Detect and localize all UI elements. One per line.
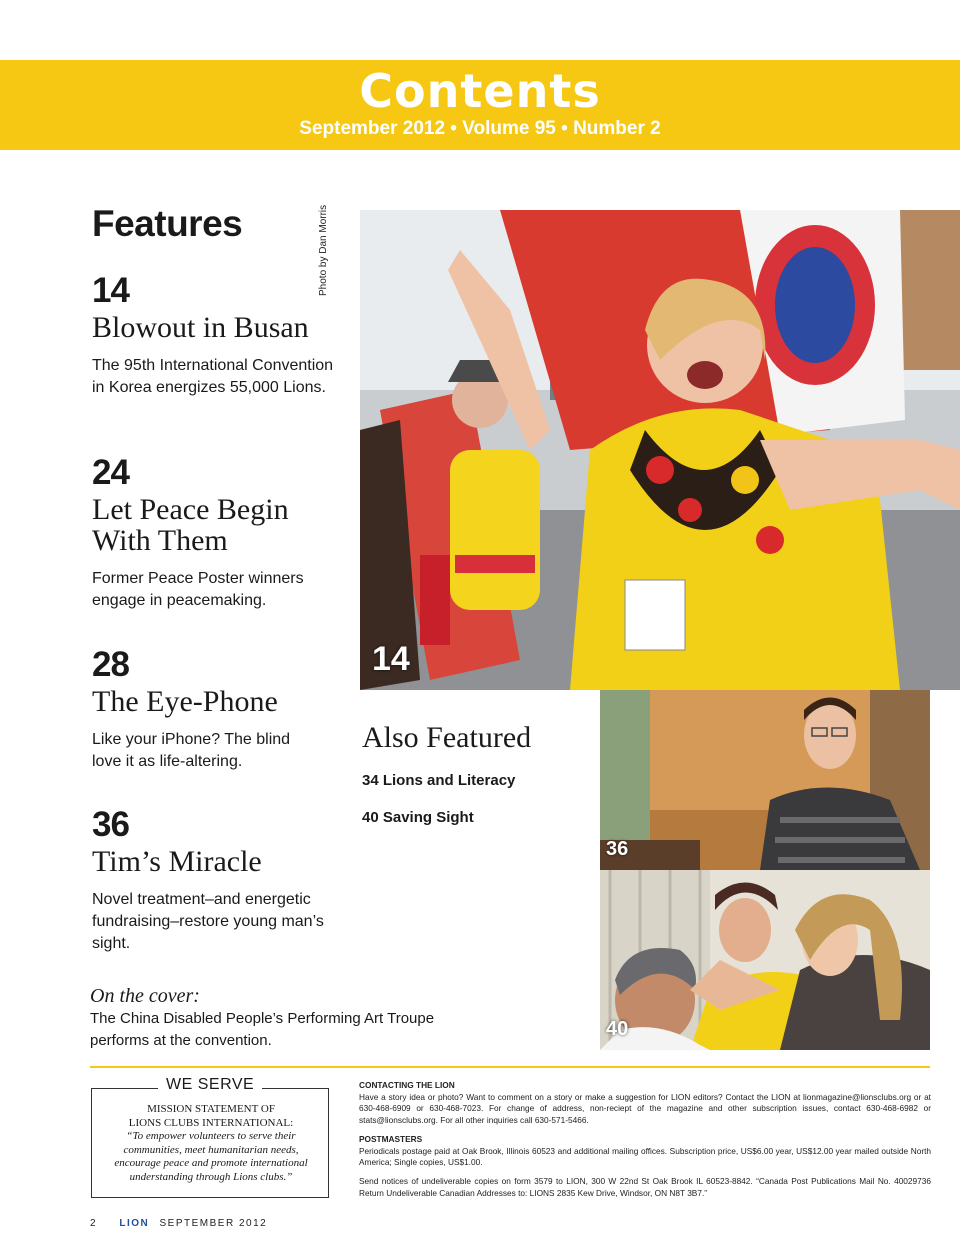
photo-page-number: 14	[372, 640, 410, 678]
tim-photo	[600, 690, 930, 870]
also-featured-heading: Also Featured	[362, 721, 532, 754]
feature-page-number: 36	[92, 805, 129, 844]
feature-item[interactable]	[92, 272, 342, 399]
convention-photo-illustration	[360, 210, 960, 690]
postmasters-heading: POSTMASTERS	[359, 1133, 423, 1144]
mission-statement	[100, 1103, 322, 1184]
cover-text: The China Disabled People’s Performing Art Troupe performs at the convention.	[90, 1010, 435, 1049]
contact-heading: CONTACTING THE LION	[359, 1080, 455, 1090]
convention-photo	[360, 210, 960, 690]
saving-sight-photo-illustration	[600, 870, 930, 1050]
feature-description: The 95th International Convention in Korea energizes 55,000 Lions.	[92, 357, 334, 396]
issue-date: SEPTEMBER 2012	[159, 1218, 268, 1229]
feature-title: Let Peace Begin With Them	[92, 493, 289, 557]
cover-caption	[90, 985, 470, 1052]
feature-title: Blowout in Busan	[92, 311, 309, 344]
feature-item[interactable]	[92, 454, 342, 612]
feature-item[interactable]	[92, 646, 342, 773]
contact-text: Have a story idea or photo? Want to comment on a story or make a suggestion for LION editors? Contact the LION at lionmagazine@lionsclubs.org or at 630-468-6909 or 630-468-7023. For change of address, non-reciept of the magazine and other subscription issues, contact 630-468-6982 or stats@lionsclubs.org. For all other inquiries call 630-571-5466.	[359, 1091, 931, 1126]
cover-label: On the cover:	[90, 985, 200, 1007]
feature-page-number: 28	[92, 645, 129, 684]
also-featured-item[interactable]: 34 Lions and Literacy	[362, 772, 516, 789]
photo-credit: Photo by Dan Morris	[318, 204, 329, 296]
we-serve-title: WE SERVE	[158, 1076, 262, 1094]
folio	[90, 1218, 267, 1229]
also-featured	[362, 720, 592, 830]
tim-photo-illustration	[600, 690, 930, 870]
feature-description: Like your iPhone? The blind love it as life-altering.	[92, 731, 291, 770]
feature-description: Novel treatment–and energetic fundraising–restore young man’s sight.	[92, 891, 324, 952]
mission-heading-line-2: LIONS CLUBS INTERNATIONAL:	[128, 1116, 294, 1129]
photo-page-number: 36	[606, 838, 629, 860]
feature-title: Tim’s Miracle	[92, 845, 262, 878]
contents-banner	[0, 60, 960, 150]
feature-description: Former Peace Poster winners engage in peacemaking.	[92, 570, 304, 609]
divider	[90, 1066, 930, 1068]
postmasters-text: Periodicals postage paid at Oak Brook, Illinois 60523 and additional mailing offices. Subscription price, US$6.00 year, US$12.00 year mailed outside North America; Single copies, US$1.00.	[359, 1145, 931, 1168]
notice-text: Send notices of undeliverable copies on form 3579 to LION, 300 W 22nd St Oak Brook IL 60523-8842. “Canada Post Publications Mail No. 40029736 Return Undeliverable Canadian Addresses to: LIONS 2835 Kew Drive, Windsor, ON N8T 3B7.”	[359, 1175, 931, 1198]
features-heading: Features	[92, 203, 243, 244]
feature-page-number: 24	[92, 453, 129, 492]
magazine-name: LION	[119, 1218, 150, 1229]
mission-heading-line-1: MISSION STATEMENT OF	[147, 1103, 275, 1115]
fine-print	[359, 1080, 931, 1206]
feature-item[interactable]	[92, 806, 342, 955]
also-featured-item[interactable]: 40 Saving Sight	[362, 809, 474, 826]
saving-sight-photo	[600, 870, 930, 1050]
photo-page-number: 40	[606, 1018, 629, 1040]
issue-subtitle: September 2012 • Volume 95 • Number 2	[299, 118, 661, 139]
mission-quote: “To empower volunteers to serve their communities, meet humanitarian needs, encourage peace and promote international understanding through Lions clubs.”	[114, 1130, 308, 1183]
page-title: Contents	[359, 64, 601, 118]
feature-page-number: 14	[92, 271, 129, 310]
feature-title: The Eye-Phone	[92, 685, 278, 718]
page-number: 2	[90, 1218, 98, 1229]
